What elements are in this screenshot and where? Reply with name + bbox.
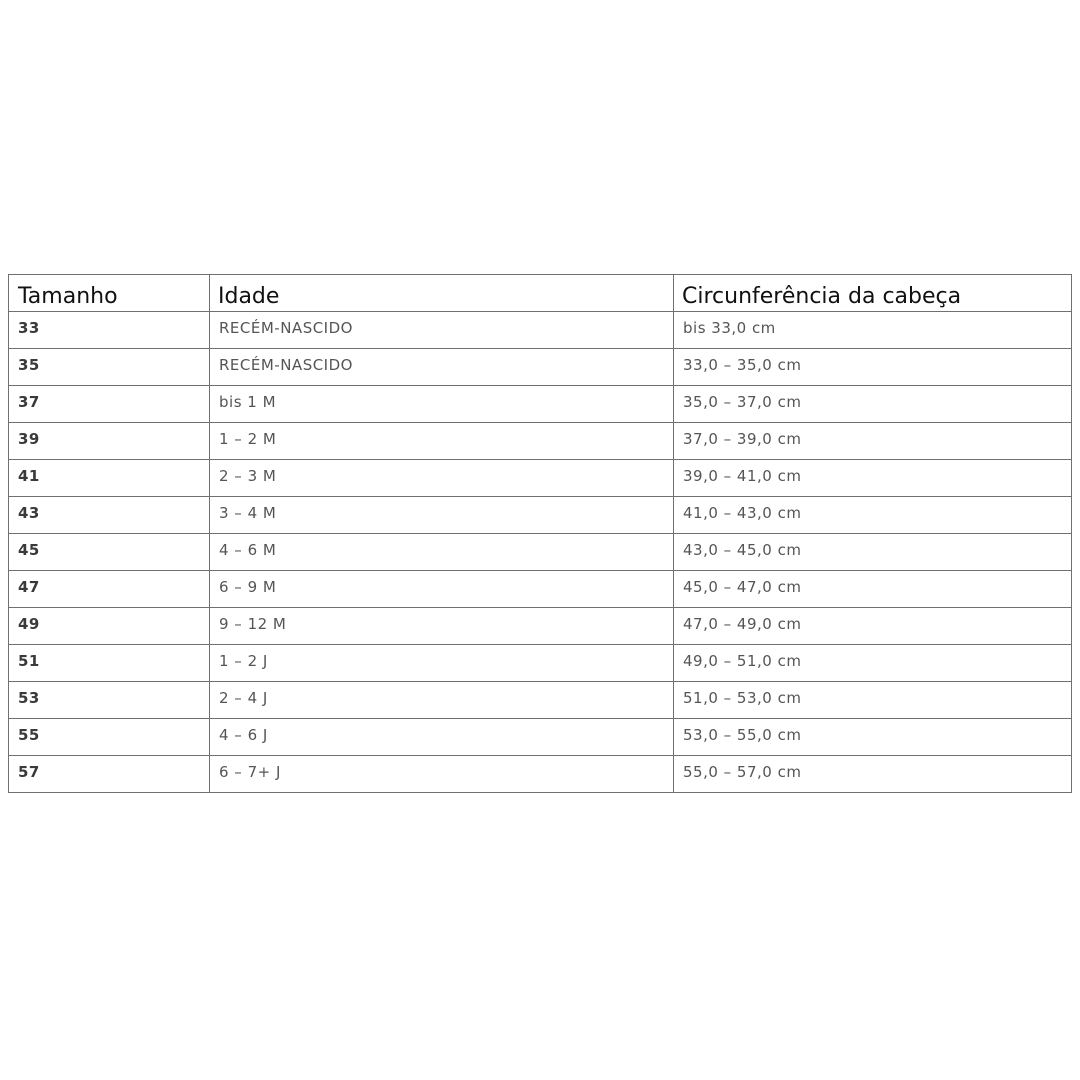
table-row [9, 608, 1072, 645]
size-cell: 47 [9, 571, 210, 608]
age-cell: RECÉM-NASCIDO [210, 349, 674, 386]
circumference-cell: 49,0 – 51,0 cm [674, 645, 1072, 682]
circumference-cell: 35,0 – 37,0 cm [674, 386, 1072, 423]
age-cell: bis 1 M [210, 386, 674, 423]
header-size: Tamanho [9, 275, 210, 312]
circumference-cell: 55,0 – 57,0 cm [674, 756, 1072, 793]
circumference-cell: bis 33,0 cm [674, 312, 1072, 349]
table-row [9, 682, 1072, 719]
size-cell: 45 [9, 534, 210, 571]
circumference-cell: 51,0 – 53,0 cm [674, 682, 1072, 719]
circumference-cell: 45,0 – 47,0 cm [674, 571, 1072, 608]
table-row [9, 312, 1072, 349]
size-cell: 51 [9, 645, 210, 682]
circumference-cell: 33,0 – 35,0 cm [674, 349, 1072, 386]
table-row [9, 719, 1072, 756]
circumference-cell: 47,0 – 49,0 cm [674, 608, 1072, 645]
size-cell: 55 [9, 719, 210, 756]
table-body [9, 312, 1072, 793]
age-cell: 2 – 4 J [210, 682, 674, 719]
table-row [9, 571, 1072, 608]
age-cell: 4 – 6 J [210, 719, 674, 756]
table-row [9, 497, 1072, 534]
size-cell: 33 [9, 312, 210, 349]
size-cell: 43 [9, 497, 210, 534]
table-row [9, 756, 1072, 793]
size-cell: 35 [9, 349, 210, 386]
table-row [9, 460, 1072, 497]
age-cell: 2 – 3 M [210, 460, 674, 497]
age-cell: 1 – 2 M [210, 423, 674, 460]
size-cell: 41 [9, 460, 210, 497]
table-row [9, 349, 1072, 386]
table-row [9, 423, 1072, 460]
age-cell: RECÉM-NASCIDO [210, 312, 674, 349]
age-cell: 1 – 2 J [210, 645, 674, 682]
circumference-cell: 43,0 – 45,0 cm [674, 534, 1072, 571]
size-cell: 39 [9, 423, 210, 460]
circumference-cell: 53,0 – 55,0 cm [674, 719, 1072, 756]
size-cell: 49 [9, 608, 210, 645]
table-row [9, 534, 1072, 571]
age-cell: 4 – 6 M [210, 534, 674, 571]
age-cell: 6 – 7+ J [210, 756, 674, 793]
age-cell: 3 – 4 M [210, 497, 674, 534]
circumference-cell: 37,0 – 39,0 cm [674, 423, 1072, 460]
size-chart-table [8, 274, 1072, 793]
age-cell: 9 – 12 M [210, 608, 674, 645]
size-cell: 53 [9, 682, 210, 719]
circumference-cell: 39,0 – 41,0 cm [674, 460, 1072, 497]
size-cell: 37 [9, 386, 210, 423]
header-age: Idade [210, 275, 674, 312]
age-cell: 6 – 9 M [210, 571, 674, 608]
header-row [9, 275, 1072, 312]
header-head-circumference: Circunferência da cabeça [674, 275, 1072, 312]
table-row [9, 386, 1072, 423]
table-row [9, 645, 1072, 682]
size-cell: 57 [9, 756, 210, 793]
circumference-cell: 41,0 – 43,0 cm [674, 497, 1072, 534]
